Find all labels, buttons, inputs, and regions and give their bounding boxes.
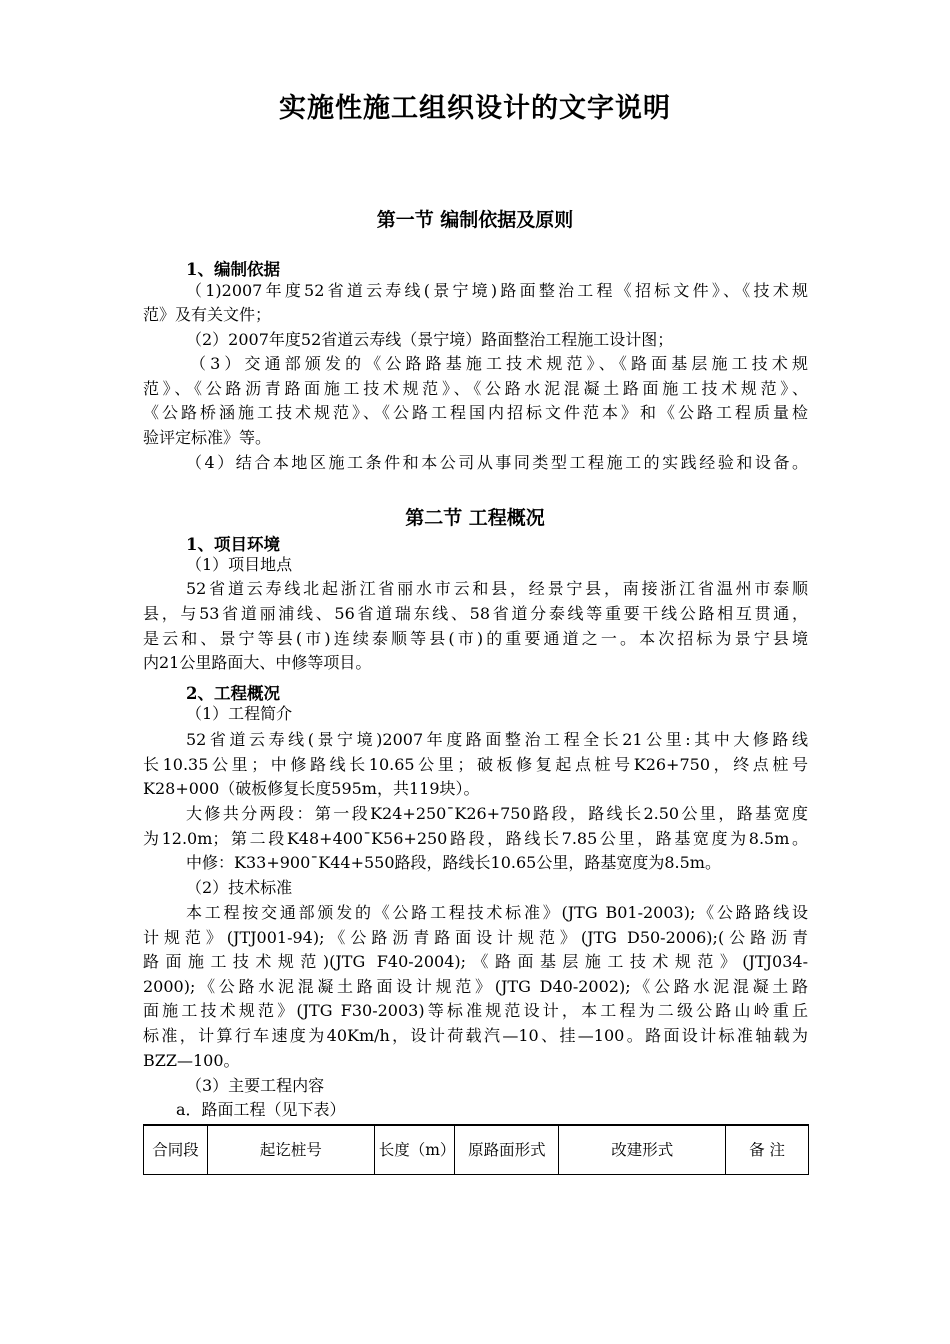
text-line: （3）主要工程内容 bbox=[186, 1076, 325, 1095]
section1-sub1: 1、编制依据 bbox=[186, 260, 280, 279]
document-title: 实施性施工组织设计的文字说明 bbox=[279, 93, 671, 124]
table-header-row bbox=[144, 1125, 809, 1175]
text-line: 中修：K33+900¯K44+550路段，路线长10.65公里，路基宽度为8.5m。 bbox=[186, 853, 721, 872]
text-line: BZZ—100。 bbox=[143, 1051, 240, 1070]
text-line: 是云和、景宁等县(市)连续泰顺等县(市)的重要通道之一。本次招标为景宁县境 bbox=[143, 629, 808, 648]
text-line: 范》及有关文件； bbox=[143, 305, 272, 324]
text-line: 路面施工技术规范)(JTG F40-2004);《路面基层施工技术规范》(JTJ034- bbox=[143, 952, 808, 971]
text-line: （3）交通部颁发的《公路路基施工技术规范》、《路面基层施工技术规 bbox=[190, 354, 808, 373]
text-line: 验评定标准》等。 bbox=[143, 428, 272, 447]
text-line: 《公路桥涵施工技术规范》、《公路工程国内招标文件范本》和《公路工程质量检 bbox=[143, 403, 808, 422]
header-station-range: 起讫桩号 bbox=[207, 1125, 374, 1175]
text-line: 长10.35公里；中修路线长10.65公里；破板修复起点桩号K26+750，终点桩号 bbox=[143, 755, 808, 774]
text-line: 面施工技术规范》(JTG F30-2003)等标准规范设计，本工程为二级公路山岭重丘 bbox=[143, 1001, 808, 1020]
section2-sub2: 2、工程概况 bbox=[186, 684, 280, 703]
text-line: 计规范》(JTJ001-94);《公路沥青路面设计规范》(JTG D50-2006);(公路沥青 bbox=[143, 928, 808, 947]
header-length: 长度（m） bbox=[374, 1125, 455, 1175]
text-line: a．路面工程（见下表） bbox=[176, 1100, 346, 1119]
text-line: 52省道云寿线(景宁境)2007年度路面整治工程全长21公里:其中大修路线 bbox=[186, 730, 808, 749]
header-reconstruction-type: 改建形式 bbox=[559, 1125, 726, 1175]
text-line: （4）结合本地区施工条件和本公司从事同类型工程施工的实践经验和设备。 bbox=[186, 453, 808, 472]
text-line: （2）2007年度52省道云寿线（景宁境）路面整治工程施工设计图； bbox=[186, 330, 674, 349]
text-line: 2000);《公路水泥混凝土路面设计规范》(JTG D40-2002);《公路水泥混凝土路 bbox=[143, 977, 808, 996]
header-contract-section: 合同段 bbox=[144, 1125, 208, 1175]
text-line: （1）工程简介 bbox=[186, 704, 293, 723]
text-line: 标准，计算行车速度为40Km/h，设计荷载汽—10、挂—100。路面设计标准轴载为 bbox=[143, 1026, 808, 1045]
text-line: 52省道云寿线北起浙江省丽水市云和县，经景宁县，南接浙江省温州市泰顺 bbox=[186, 579, 808, 598]
text-line: 本工程按交通部颁发的《公路工程技术标准》(JTG B01-2003);《公路路线设 bbox=[186, 903, 808, 922]
section2-sub1: 1、项目环境 bbox=[186, 535, 280, 554]
section2-heading: 第二节 工程概况 bbox=[405, 507, 545, 529]
text-line: 为12.0m；第二段K48+400¯K56+250路段，路线长7.85公里，路基宽度为8.5m。 bbox=[143, 829, 808, 848]
text-line: K28+000（破板修复长度595m，共119块）。 bbox=[143, 779, 480, 798]
text-line: （1)2007年度52省道云寿线(景宁境)路面整治工程《招标文件》、《技术规 bbox=[186, 281, 808, 300]
road-works-table bbox=[143, 1124, 809, 1175]
text-line: （2）技术标准 bbox=[186, 878, 293, 897]
text-line: 内21公里路面大、中修等项目。 bbox=[143, 653, 372, 672]
header-remarks: 备 注 bbox=[726, 1125, 809, 1175]
section1-heading: 第一节 编制依据及原则 bbox=[376, 209, 574, 231]
header-original-pavement: 原路面形式 bbox=[455, 1125, 559, 1175]
text-line: 县，与53省道丽浦线、56省道瑞东线、58省道分泰线等重要干线公路相互贯通， bbox=[143, 604, 808, 623]
text-line: 范》、《公路沥青路面施工技术规范》、《公路水泥混凝土路面施工技术规范》、 bbox=[143, 379, 808, 398]
text-line: 大修共分两段：第一段K24+250¯K26+750路段，路线长2.50公里，路基宽度 bbox=[186, 804, 808, 823]
text-line: （1）项目地点 bbox=[186, 555, 293, 574]
